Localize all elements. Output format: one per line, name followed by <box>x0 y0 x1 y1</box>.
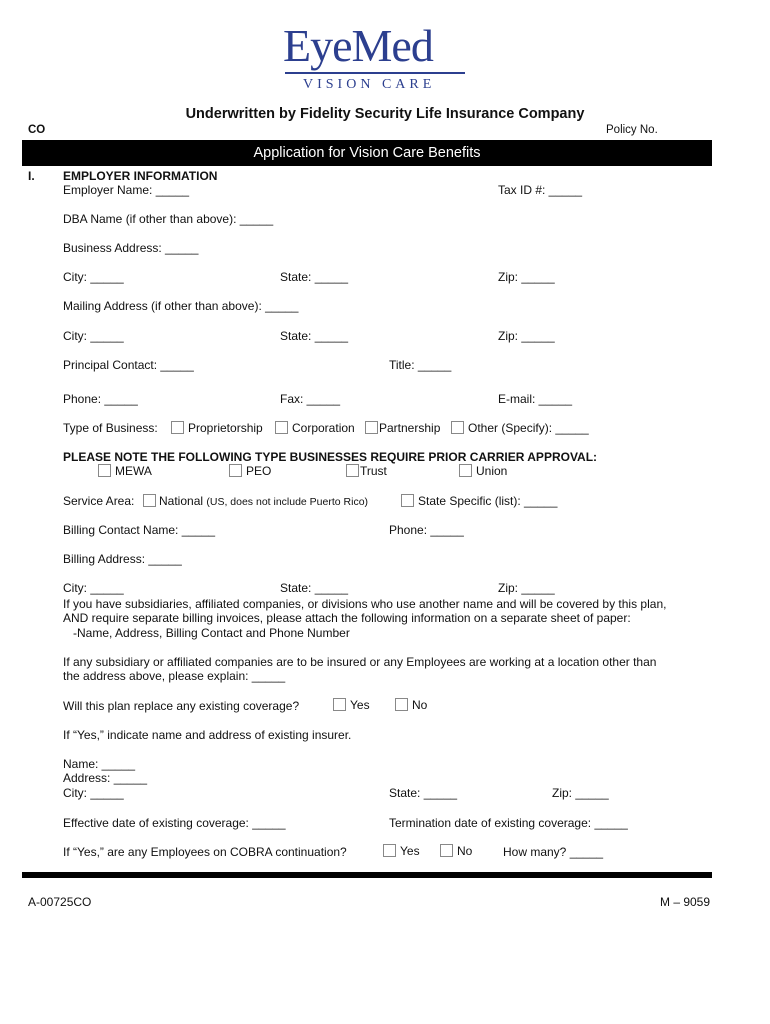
form-title-bar: Application for Vision Care Benefits <box>22 140 712 166</box>
proprietorship-checkbox[interactable] <box>171 421 184 434</box>
state-field-1[interactable]: State: _____ <box>280 270 349 284</box>
corporation-checkbox[interactable] <box>275 421 288 434</box>
state-specific-checkbox[interactable] <box>401 494 414 507</box>
peo-checkbox[interactable] <box>229 464 242 477</box>
insurer-name-field[interactable]: Name: _____ <box>63 757 136 771</box>
insurer-address-field[interactable]: Address: _____ <box>63 771 148 785</box>
section-number: I. <box>28 169 35 183</box>
union-option[interactable]: Union <box>459 464 507 478</box>
form-number: A-00725CO <box>28 895 92 909</box>
partnership-checkbox[interactable] <box>365 421 378 434</box>
national-option[interactable]: National (US, does not include Puerto Rico) <box>143 494 368 508</box>
zip-field-1[interactable]: Zip: _____ <box>498 270 555 284</box>
state-code: CO <box>28 124 46 136</box>
subsidiaries-text-2: AND require separate billing invoices, please attach the following information on a separate sheet of paper: <box>63 611 631 625</box>
cobra-yes-checkbox[interactable] <box>383 844 396 857</box>
eyemed-logo <box>283 20 473 94</box>
city-field-3[interactable]: City: _____ <box>63 581 124 595</box>
state-field-2[interactable]: State: _____ <box>280 329 349 343</box>
service-area-label: Service Area: <box>63 494 135 508</box>
fax-field[interactable]: Fax: _____ <box>280 392 341 406</box>
bottom-rule <box>22 872 712 878</box>
subsidiaries-text-3: -Name, Address, Billing Contact and Phone Number <box>73 626 350 640</box>
state-field-4[interactable]: State: _____ <box>389 786 458 800</box>
zip-field-3[interactable]: Zip: _____ <box>498 581 555 595</box>
form-code: M – 9059 <box>660 895 711 909</box>
mewa-option[interactable]: MEWA <box>98 464 152 478</box>
national-checkbox[interactable] <box>143 494 156 507</box>
proprietorship-option[interactable]: Proprietorship <box>171 421 263 435</box>
tax-id-field[interactable]: Tax ID #: _____ <box>498 183 583 197</box>
billing-address-field[interactable]: Billing Address: _____ <box>63 552 182 566</box>
insured-text-2[interactable]: the address above, please explain: _____ <box>63 669 286 683</box>
dba-name-field[interactable]: DBA Name (if other than above): _____ <box>63 212 274 226</box>
zip-field-2[interactable]: Zip: _____ <box>498 329 555 343</box>
replace-no-option[interactable]: No <box>395 698 427 712</box>
trust-checkbox[interactable] <box>346 464 359 477</box>
existing-insurer-instruction: If “Yes,” indicate name and address of existing insurer. <box>63 728 352 742</box>
termination-date-field[interactable]: Termination date of existing coverage: _____ <box>389 816 628 830</box>
cobra-how-many-field[interactable]: How many? _____ <box>503 845 604 859</box>
city-field-2[interactable]: City: _____ <box>63 329 124 343</box>
cobra-no-option[interactable]: No <box>440 844 472 858</box>
other-checkbox[interactable] <box>451 421 464 434</box>
cobra-yes-option[interactable]: Yes <box>383 844 420 858</box>
state-field-3[interactable]: State: _____ <box>280 581 349 595</box>
section-heading: EMPLOYER INFORMATION <box>63 169 218 183</box>
logo-tagline: VISION CARE <box>303 77 436 92</box>
logo-rule <box>285 72 465 74</box>
policy-no-label: Policy No. <box>606 124 658 136</box>
state-specific-option[interactable]: State Specific (list): _____ <box>401 494 557 508</box>
replace-yes-checkbox[interactable] <box>333 698 346 711</box>
phone-field[interactable]: Phone: _____ <box>63 392 138 406</box>
mewa-checkbox[interactable] <box>98 464 111 477</box>
title-field[interactable]: Title: _____ <box>389 358 452 372</box>
peo-option[interactable]: PEO <box>229 464 271 478</box>
underwriter-line: Underwritten by Fidelity Security Life Insurance Company <box>185 106 585 122</box>
replace-yes-option[interactable]: Yes <box>333 698 370 712</box>
insured-text-1: If any subsidiary or affiliated companies are to be insured or any Employees are working at a location other than <box>63 655 657 669</box>
cobra-question: If “Yes,” are any Employees on COBRA continuation? <box>63 845 347 859</box>
corporation-option[interactable]: Corporation <box>275 421 355 435</box>
replace-coverage-question: Will this plan replace any existing coverage? <box>63 699 300 713</box>
replace-no-checkbox[interactable] <box>395 698 408 711</box>
cobra-no-checkbox[interactable] <box>440 844 453 857</box>
mailing-address-field[interactable]: Mailing Address (if other than above): _____ <box>63 299 299 313</box>
subsidiaries-text-1: If you have subsidiaries, affiliated companies, or divisions who use another name and will be covered by this plan, <box>63 597 667 611</box>
prior-approval-note: PLEASE NOTE THE FOLLOWING TYPE BUSINESSES REQUIRE PRIOR CARRIER APPROVAL: <box>63 450 598 464</box>
billing-contact-field[interactable]: Billing Contact Name: _____ <box>63 523 216 537</box>
zip-field-4[interactable]: Zip: _____ <box>552 786 609 800</box>
business-address-field[interactable]: Business Address: _____ <box>63 241 199 255</box>
billing-phone-field[interactable]: Phone: _____ <box>389 523 464 537</box>
city-field-1[interactable]: City: _____ <box>63 270 124 284</box>
trust-option[interactable]: Trust <box>346 464 387 478</box>
logo-brand: EyeMed <box>283 20 433 71</box>
email-field[interactable]: E-mail: _____ <box>498 392 573 406</box>
effective-date-field[interactable]: Effective date of existing coverage: _____ <box>63 816 286 830</box>
union-checkbox[interactable] <box>459 464 472 477</box>
employer-name-field[interactable]: Employer Name: _____ <box>63 183 190 197</box>
city-field-4[interactable]: City: _____ <box>63 786 124 800</box>
type-of-business-label: Type of Business: <box>63 421 158 435</box>
principal-contact-field[interactable]: Principal Contact: _____ <box>63 358 194 372</box>
other-option[interactable]: Other (Specify): _____ <box>451 421 589 435</box>
partnership-option[interactable]: Partnership <box>365 421 440 435</box>
